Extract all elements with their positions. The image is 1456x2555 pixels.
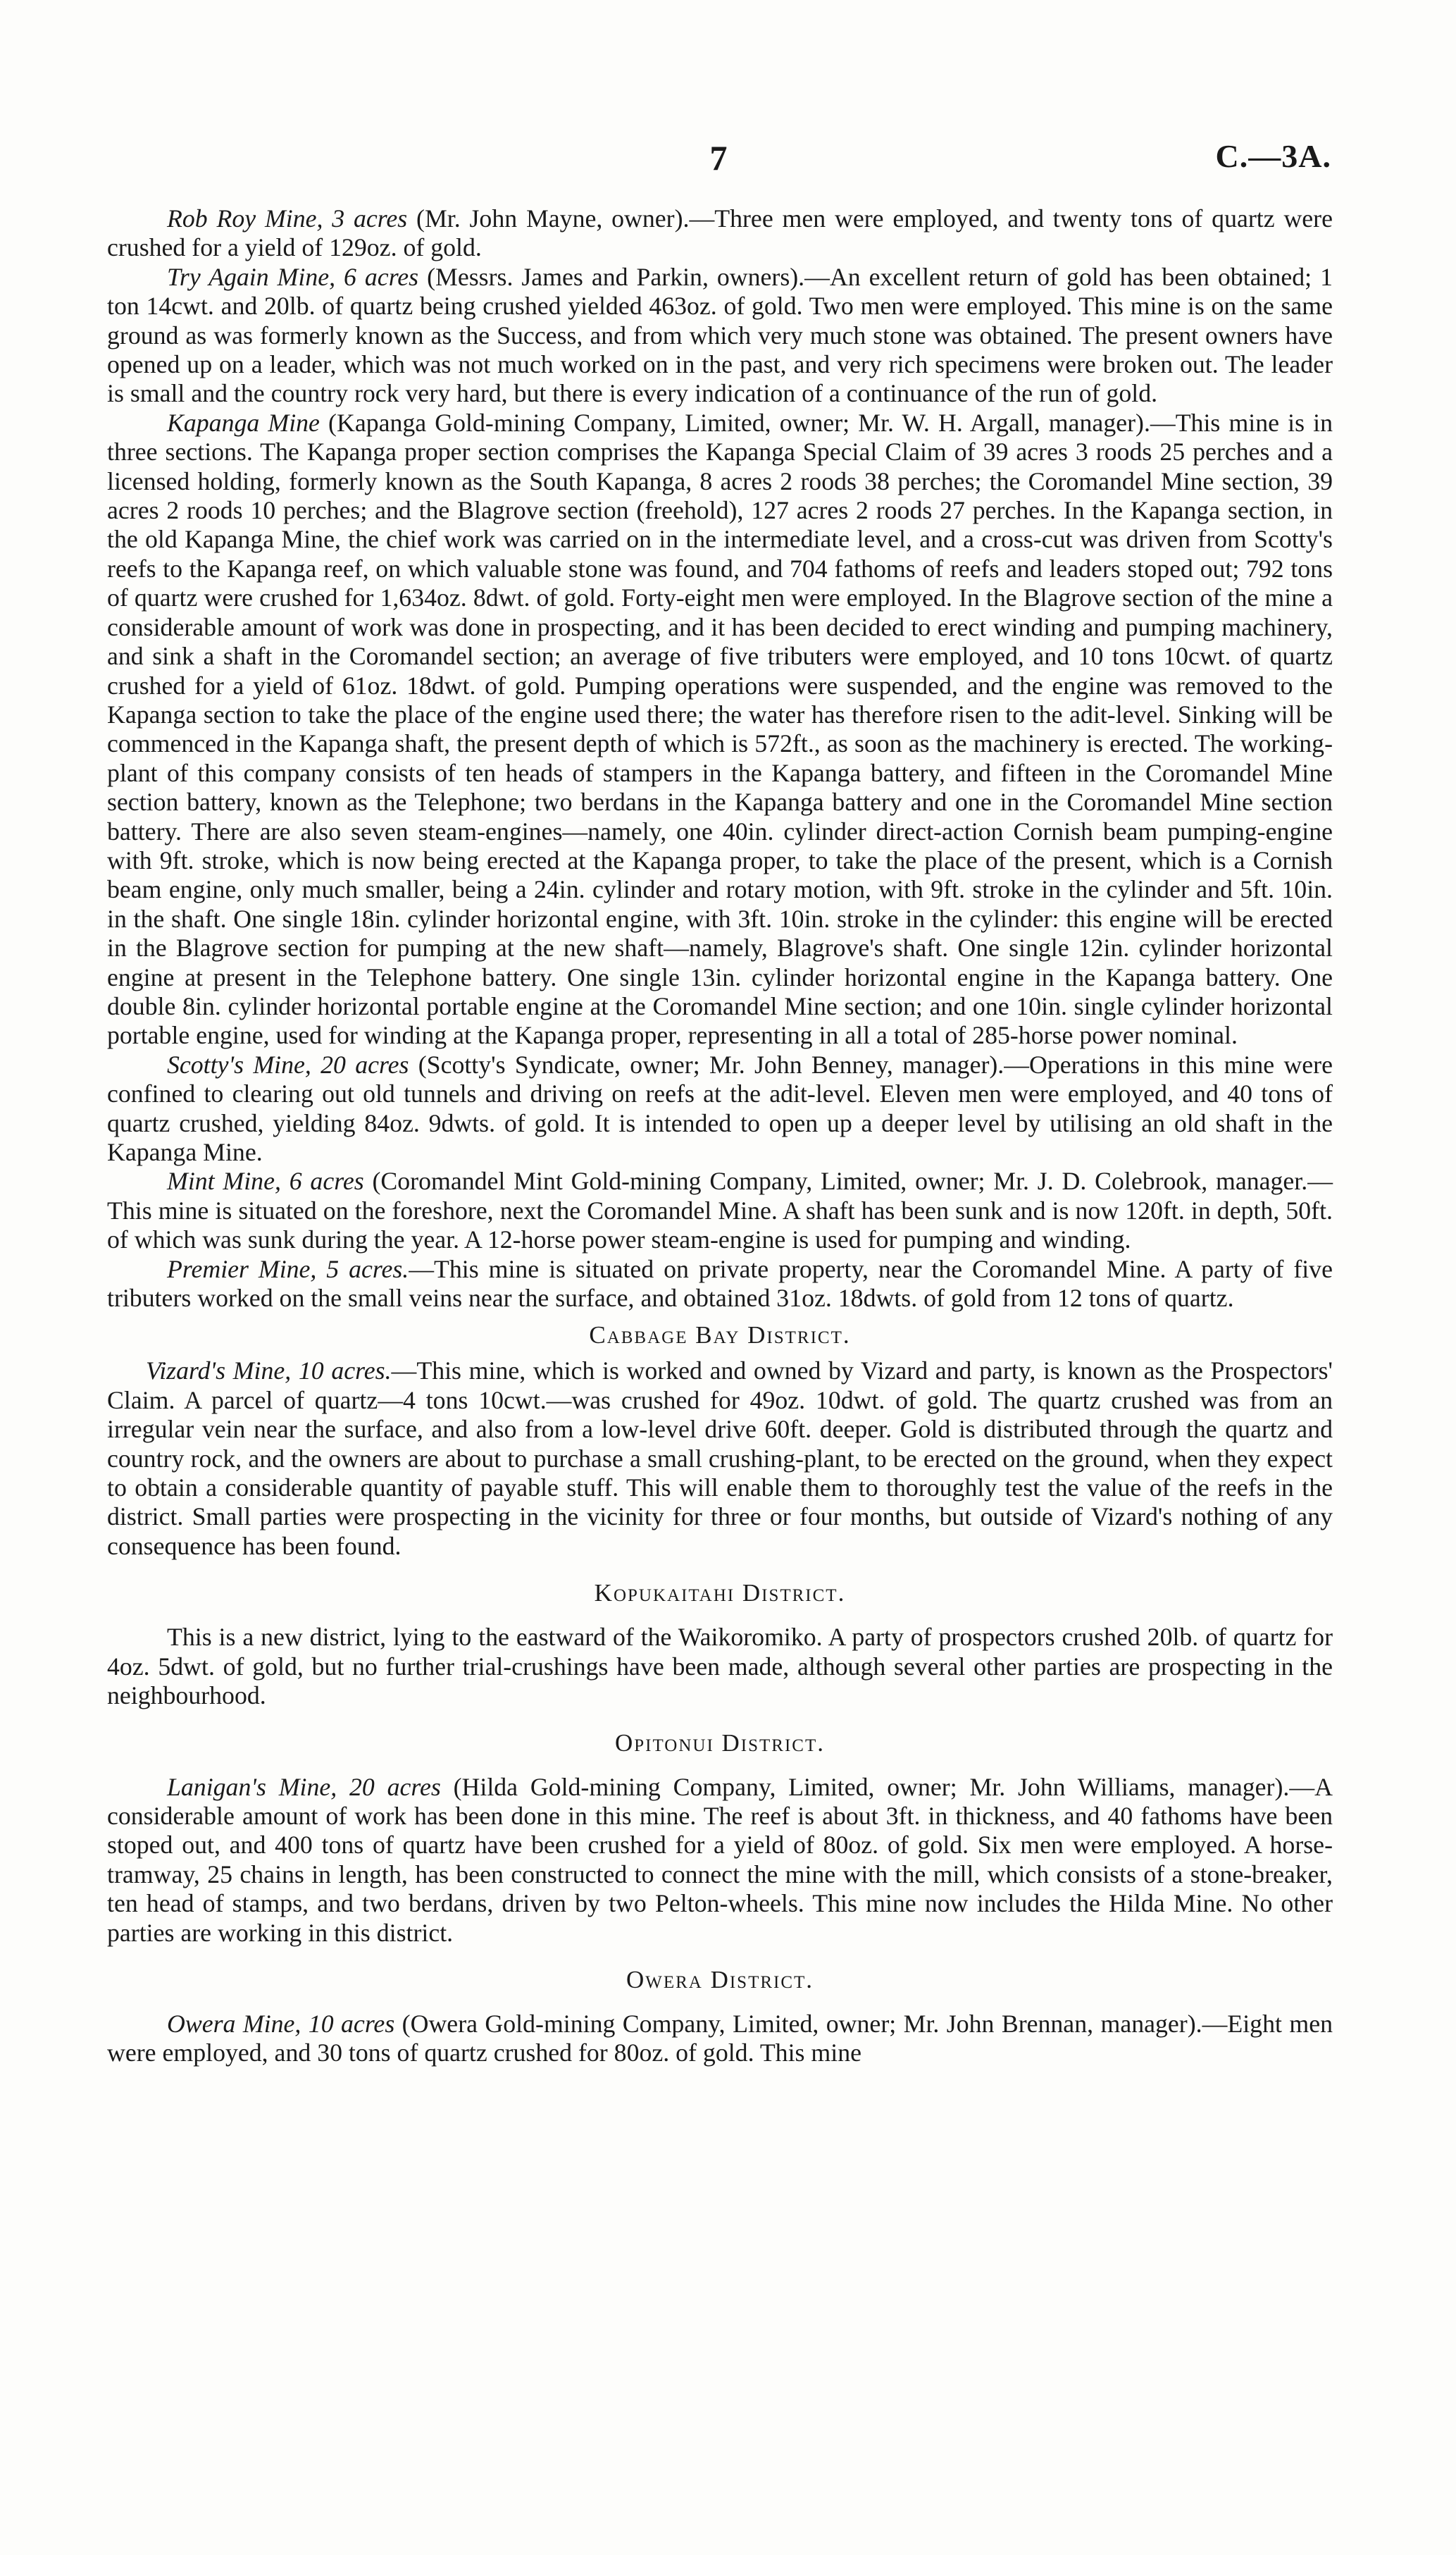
paragraph-scottys-mine (107, 1051, 1333, 1168)
paragraph-mint-mine (107, 1167, 1333, 1254)
mine-name-scottys: Scotty's Mine, 20 acres (167, 1050, 409, 1079)
mine-name-kapanga: Kapanga Mine (167, 408, 320, 437)
page-body (107, 204, 1333, 2068)
district-heading-kopukaitahi: Kopukaitahi District. (594, 1579, 846, 1607)
paragraph-vizards-mine (107, 1356, 1333, 1561)
document-reference: C.—3A. (1215, 138, 1331, 174)
mine-name-mint: Mint Mine, 6 acres (167, 1167, 364, 1196)
mine-name-premier: Premier Mine, 5 acres. (167, 1254, 409, 1283)
paragraph-rob-roy-mine (107, 204, 1333, 263)
paragraph-text: (Hilda Gold-mining Company, Limited, owner; Mr. John Williams, manager).—A considerable amount of work has been done in this mine. The reef is about 3ft. in thickness, and 40 fathoms have been stoped out, and 400 tons of quartz have been crushed for a yield of 80oz. of gold. Six men were employed. A horse-tramway, 25 chains in length, has been constructed to connect the mine with the mill, which consists of a stone-breaker, ten head of stamps, and two berdans, driven by two Pelton-wheels. This mine now includes the Hilda Mine. No other parties are working in this district. (107, 1772, 1333, 1947)
page-header (106, 137, 1331, 187)
paragraph-try-again-mine (107, 263, 1333, 409)
paragraph-text: —This mine is situated on private property, near the Coromandel Mine. A party of five tributers worked on the small veins near the surface, and obtained 31oz. 18dwts. of gold from 12 tons of quartz. (107, 1254, 1333, 1313)
district-heading-opitonui: Opitonui District. (614, 1728, 826, 1757)
paragraph-text: (Scotty's Syndicate, owner; Mr. John Benney, manager).—Operations in this mine were confined to clearing out old tunnels and driving on reefs at the adit-level. Eleven men were employed, and 40 tons of quartz crushed, yielding 84oz. 9dwts. of gold. It is intended to open up a deeper level by utilising an old shaft in the Kapanga Mine. (107, 1050, 1333, 1166)
mine-name-rob-roy: Rob Roy Mine, 3 acres (167, 204, 408, 233)
paragraph-text: —This mine, which is worked and owned by Vizard and party, is known as the Prospectors' Claim. A parcel of quartz—4 tons 10cwt.—was crushed for 49oz. 10dwt. of gold. The quartz crushed was from an irregular vein near the surface, and also from a low-level drive 60ft. deeper. Gold is distributed through the quartz and country rock, and the owners are about to purchase a small crushing-plant, to be erected on the ground, when they expect to obtain a considerable quantity of payable stuff. This will enable them to thoroughly test the value of the reefs in the district. Small parties were prospecting in the vicinity for three or four months, but outside of Vizard's nothing of any consequence has been found. (107, 1356, 1333, 1560)
paragraph-text: (Messrs. James and Parkin, owners).—An excellent return of gold has been obtained; 1 ton 14cwt. and 20lb. of quartz being crushed yielded 463oz. of gold. Two men were employed. This mine is on the same ground as was formerly known as the Success, and from which very much stone was obtained. The present owners have opened up on a leader, which was not much worked on in the past, and very rich specimens were broken out. The leader is small and the country rock very hard, but there is every indication of a continuance of the run of gold. (107, 262, 1333, 408)
paragraph-text: (Coromandel Mint Gold-mining Company, Limited, owner; Mr. J. D. Colebrook, manager.—This mine is situated on the foreshore, next the Coromandel Mine. A shaft has been sunk and is now 120ft. in depth, 50ft. of which was sunk during the year. A 12-horse power steam-engine is used for pumping and winding. (107, 1167, 1333, 1254)
paragraph-kapanga-mine (107, 409, 1333, 1051)
mine-name-try-again: Try Again Mine, 6 acres (167, 262, 419, 291)
mine-name-lanigans: Lanigan's Mine, 20 acres (167, 1772, 441, 1801)
page-number: 7 (709, 138, 728, 178)
mine-name-vizards: Vizard's Mine, 10 acres. (146, 1356, 392, 1385)
district-heading-cabbage-bay: Cabbage Bay District. (589, 1321, 851, 1349)
paragraph-text: (Owera Gold-mining Company, Limited, owner; Mr. John Brennan, manager).—Eight men were employed, and 30 tons of quartz crushed for 80oz. of gold. This mine (107, 2009, 1333, 2067)
paragraph-text: This is a new district, lying to the eastward of the Waikoromiko. A party of prospectors crushed 20lb. of quartz for 4oz. 5dwt. of gold, but no further trial-crushings have been made, although several other parties are prospecting in the neighbourhood. (107, 1623, 1333, 1710)
paragraph-text: (Mr. John Mayne, owner).—Three men were employed, and twenty tons of quartz were crushed for a yield of 129oz. of gold. (107, 204, 1333, 262)
district-heading-owera: Owera District. (626, 1965, 814, 1993)
paragraph-text: (Kapanga Gold-mining Company, Limited, owner; Mr. W. H. Argall, manager).—This mine is in three sections. The Kapanga proper section comprises the Kapanga Special Claim of 39 acres 3 roods 25 perches and a licensed holding, formerly known as the South Kapanga, 8 acres 2 roods 38 perches; the Coromandel Mine section, 39 acres 2 roods 10 perches; and the Blagrove section (freehold), 127 acres 2 roods 27 perches. In the Kapanga section, in the old Kapanga Mine, the chief work was carried on in the intermediate level, and a cross-cut was driven from Scotty's reefs to the Kapanga reef, on which valuable stone was found, and 704 fathoms of reefs and leaders stoped out; 792 tons of quartz were crushed for 1,634oz. 8dwt. of gold. Forty-eight men were employed. In the Blagrove section of the mine a considerable amount of work was done in prospecting, and it has been decided to erect winding and pumping machinery, and sink a shaft in the Coromandel section; an average of five tributers were employed, and 10 tons 10cwt. of quartz crushed for a yield of 61oz. 18dwt. of gold. Pumping operations were suspended, and the engine was removed to the Kapanga section to take the place of the engine used there; the water has therefore risen to the adit-level. Sinking will be commenced in the Kapanga shaft, the present depth of which is 572ft., as soon as the machinery is erected. The working-plant of this company consists of ten heads of stampers in the Kapanga battery, and fifteen in the Coromandel Mine section battery, known as the Telephone; two berdans in the Kapanga battery and one in the Coromandel Mine section battery. There are also seven steam-engines—namely, one 40in. cylinder direct-action Cornish beam pumping-engine with 9ft. stroke, which is now being erected at the Kapanga proper, to take the place of the present, which is a Cornish beam engine, only much smaller, being a 24in. cylinder and rotary motion, with 9ft. stroke in the cylinder and 5ft. 10in. in the shaft. One single 18in. cylinder horizontal engine, with 3ft. 10in. stroke in the cylinder: this engine will be erected in the Blagrove section for pumping at the new shaft—namely, Blagrove's shaft. One single 12in. cylinder horizontal engine at present in the Telephone battery. One single 13in. cylinder horizontal engine in the Kapanga battery. One double 8in. cylinder horizontal portable engine at the Coromandel Mine section; and one 10in. single cylinder horizontal portable engine, used for winding at the Kapanga proper, representing in all a total of 285-horse power nominal. (107, 408, 1333, 1050)
paragraph-lanigans-mine (107, 1773, 1333, 1948)
paragraph-owera-mine (107, 2010, 1333, 2068)
mine-name-owera: Owera Mine, 10 acres (167, 2009, 395, 2038)
paragraph-premier-mine (107, 1255, 1333, 1313)
paragraph-kopukaitahi (107, 1623, 1333, 1710)
